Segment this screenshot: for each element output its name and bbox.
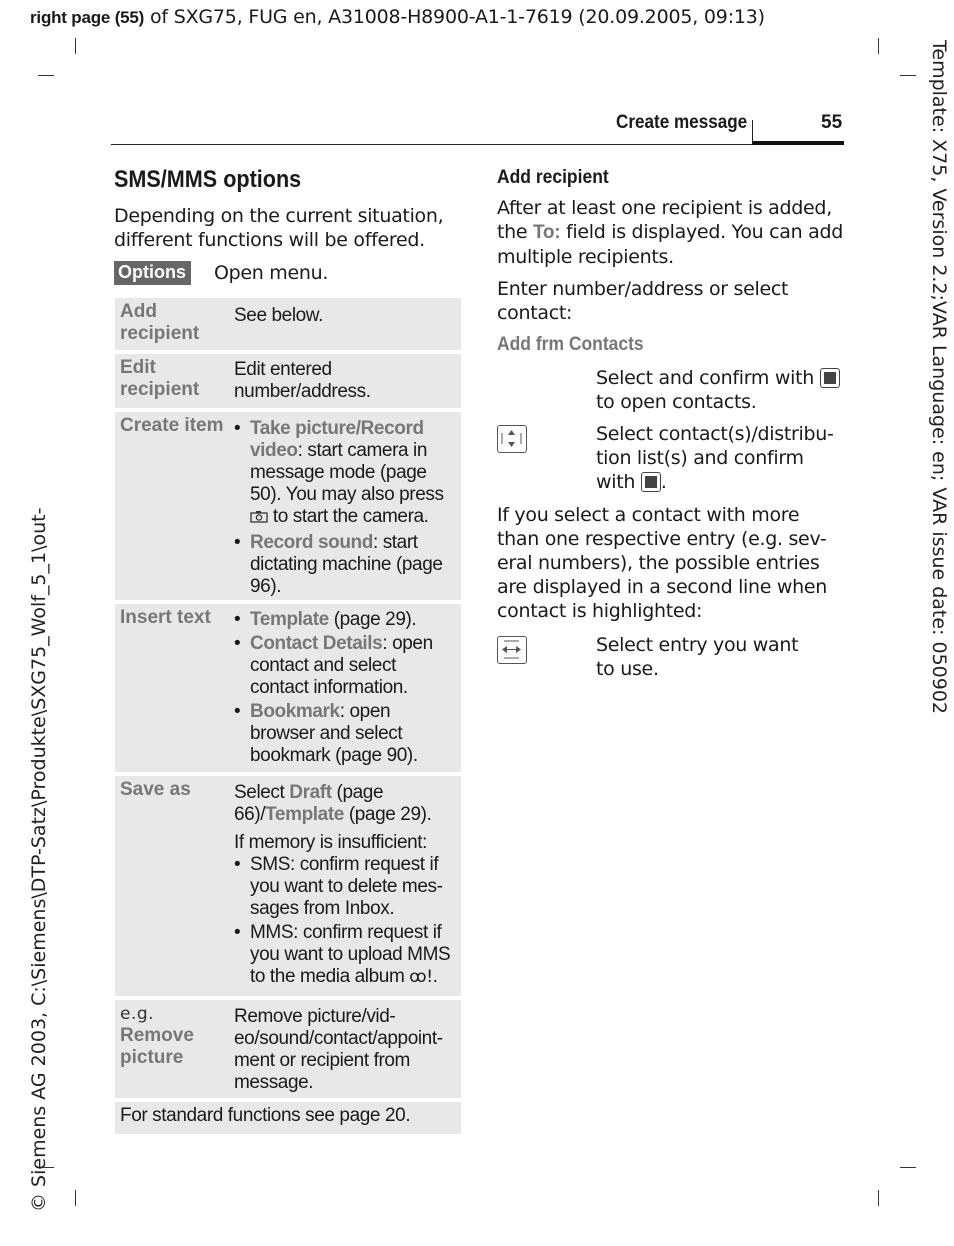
row-description: [234, 305, 458, 327]
bullet-text-end: to start the camera.: [268, 506, 429, 527]
row-label: [120, 1003, 230, 1069]
crop-mark: [75, 38, 76, 54]
bullet-item: [234, 854, 458, 920]
header-rule: [111, 144, 844, 145]
text: to open contacts.: [596, 391, 757, 413]
table-row: [115, 1000, 461, 1098]
row-desc-text: Remove picture/vid-eo/sound/contact/appoint-ment or recipient from message.: [234, 1006, 443, 1093]
center-key-icon: [820, 368, 840, 388]
step-text: [596, 422, 846, 494]
navigate-left-right-icon: [497, 636, 527, 664]
crop-mark: [900, 75, 916, 76]
row-label: Edit recipient: [120, 357, 200, 400]
row-desc-text: See below.: [234, 305, 323, 326]
crop-mark: [878, 1190, 879, 1206]
bullet-text: : start dictating machine (page 96).: [250, 532, 443, 597]
bullet-text: SMS: confirm request if you want to delete mes-sages from Inbox.: [250, 854, 443, 919]
options-softkey: Options: [114, 261, 191, 285]
row-description: [234, 782, 458, 990]
menu-ref: Template: [250, 609, 329, 630]
text: (page 29).: [343, 804, 432, 825]
bullet-item: [234, 532, 458, 598]
print-header-bold: right page (55): [30, 8, 145, 27]
row-description: [234, 609, 458, 769]
crop-mark: [38, 75, 54, 76]
print-header-rest: of SXG75, FUG en, A31008-H8900-A1-1-7619 (20.09.2005, 09:13): [144, 6, 765, 28]
text: field is displayed. You can add multiple recipients.: [497, 221, 843, 268]
row-label-prefix: e.g.: [120, 1004, 155, 1024]
bullet-text: MMS: confirm request if you want to upload MMS to the media album: [250, 922, 451, 987]
camera-icon: [250, 510, 268, 523]
options-description: Open menu.: [214, 262, 329, 284]
subheading: Add recipient: [497, 167, 609, 188]
text: Select and confirm with: [596, 367, 820, 389]
table-row: [115, 354, 461, 408]
bullet-item: [234, 701, 458, 767]
menu-ref: Template: [265, 804, 344, 825]
save-as-paragraph: [234, 782, 458, 826]
text: .: [660, 471, 667, 493]
navigate-up-down-icon: [497, 425, 527, 453]
step-text: [596, 366, 846, 414]
crop-mark: [900, 1167, 916, 1168]
row-label: Save as: [120, 779, 191, 800]
bullet-item: [234, 418, 458, 528]
menu-ref: Bookmark: [250, 701, 340, 722]
menu-ref: Draft: [289, 782, 332, 803]
side-text-right: Template: X75, Version 2.2;VAR Language: en; VAR issue date: 050902: [928, 40, 950, 715]
side-text-left: © Siemens AG 2003, C:\Siemens\DTP-Satz\Produkte\SXG75_Wolf_5_1\out-: [28, 507, 50, 1212]
bullet-item: [234, 922, 458, 988]
print-header: [30, 6, 765, 28]
menu-ref: Record sound: [250, 532, 373, 553]
table-footer-row: [115, 1102, 461, 1134]
header-rule-divider: [752, 120, 753, 144]
bullet-text: : open browser and select bookmark (page 90).: [250, 701, 418, 766]
step-text: Select entry you want to use.: [596, 634, 799, 680]
bullet-item: [234, 633, 458, 699]
row-desc-text: Edit entered number/address.: [234, 359, 371, 402]
center-key-icon: [641, 472, 661, 492]
paragraph: [497, 196, 843, 269]
bullet-text: : start camera in message mode (page 50). You may also press: [250, 440, 444, 505]
row-label-text: Remove picture: [120, 1025, 194, 1068]
row-description: [234, 418, 458, 600]
row-label: Create item: [120, 415, 224, 436]
row-description: [234, 1006, 458, 1094]
row-label: Add recipient: [120, 301, 200, 344]
media-album-icon: ꝏ!.: [409, 967, 438, 987]
text: After at least one recipient is added, the: [497, 197, 832, 243]
table-row: [115, 298, 461, 350]
menu-item-ref: Add frm Contacts: [497, 334, 644, 355]
intro-paragraph: Depending on the current situation, different functions will be offered.: [114, 205, 444, 251]
menu-ref: Take picture/Record video: [250, 418, 424, 461]
page-section-title: Create message: [616, 112, 748, 133]
table-row: [115, 412, 461, 600]
text: Select: [234, 782, 290, 803]
section-heading: SMS/MMS options: [114, 166, 302, 193]
row-label: Insert text: [120, 607, 211, 628]
footer-note: For standard functions see page 20.: [120, 1105, 411, 1126]
memory-note: If memory is insufficient:: [234, 832, 428, 853]
paragraph: Enter number/address or select contact:: [497, 278, 789, 324]
table-row: [115, 776, 461, 996]
bullet-text: (page 29).: [328, 609, 417, 630]
crop-mark: [75, 1190, 76, 1206]
bullet-text: : open contact and select contact information.: [250, 633, 433, 698]
page-number: 55: [821, 112, 843, 133]
paragraph: If you select a contact with more than one respective entry (e.g. sev-eral numbers), the possible entries are displayed in a second line when contact is highlighted:: [497, 504, 828, 622]
text: (page 66)/: [234, 782, 384, 825]
bullet-item: [234, 609, 458, 631]
table-row: [115, 604, 461, 772]
row-description: [234, 359, 458, 403]
header-rule-accent: [753, 141, 844, 145]
crop-mark: [878, 38, 879, 54]
text: Select contact(s)/distribu-tion list(s) and confirm with: [596, 423, 834, 493]
field-ref: To:: [533, 222, 561, 243]
menu-ref: Contact Details: [250, 633, 383, 654]
